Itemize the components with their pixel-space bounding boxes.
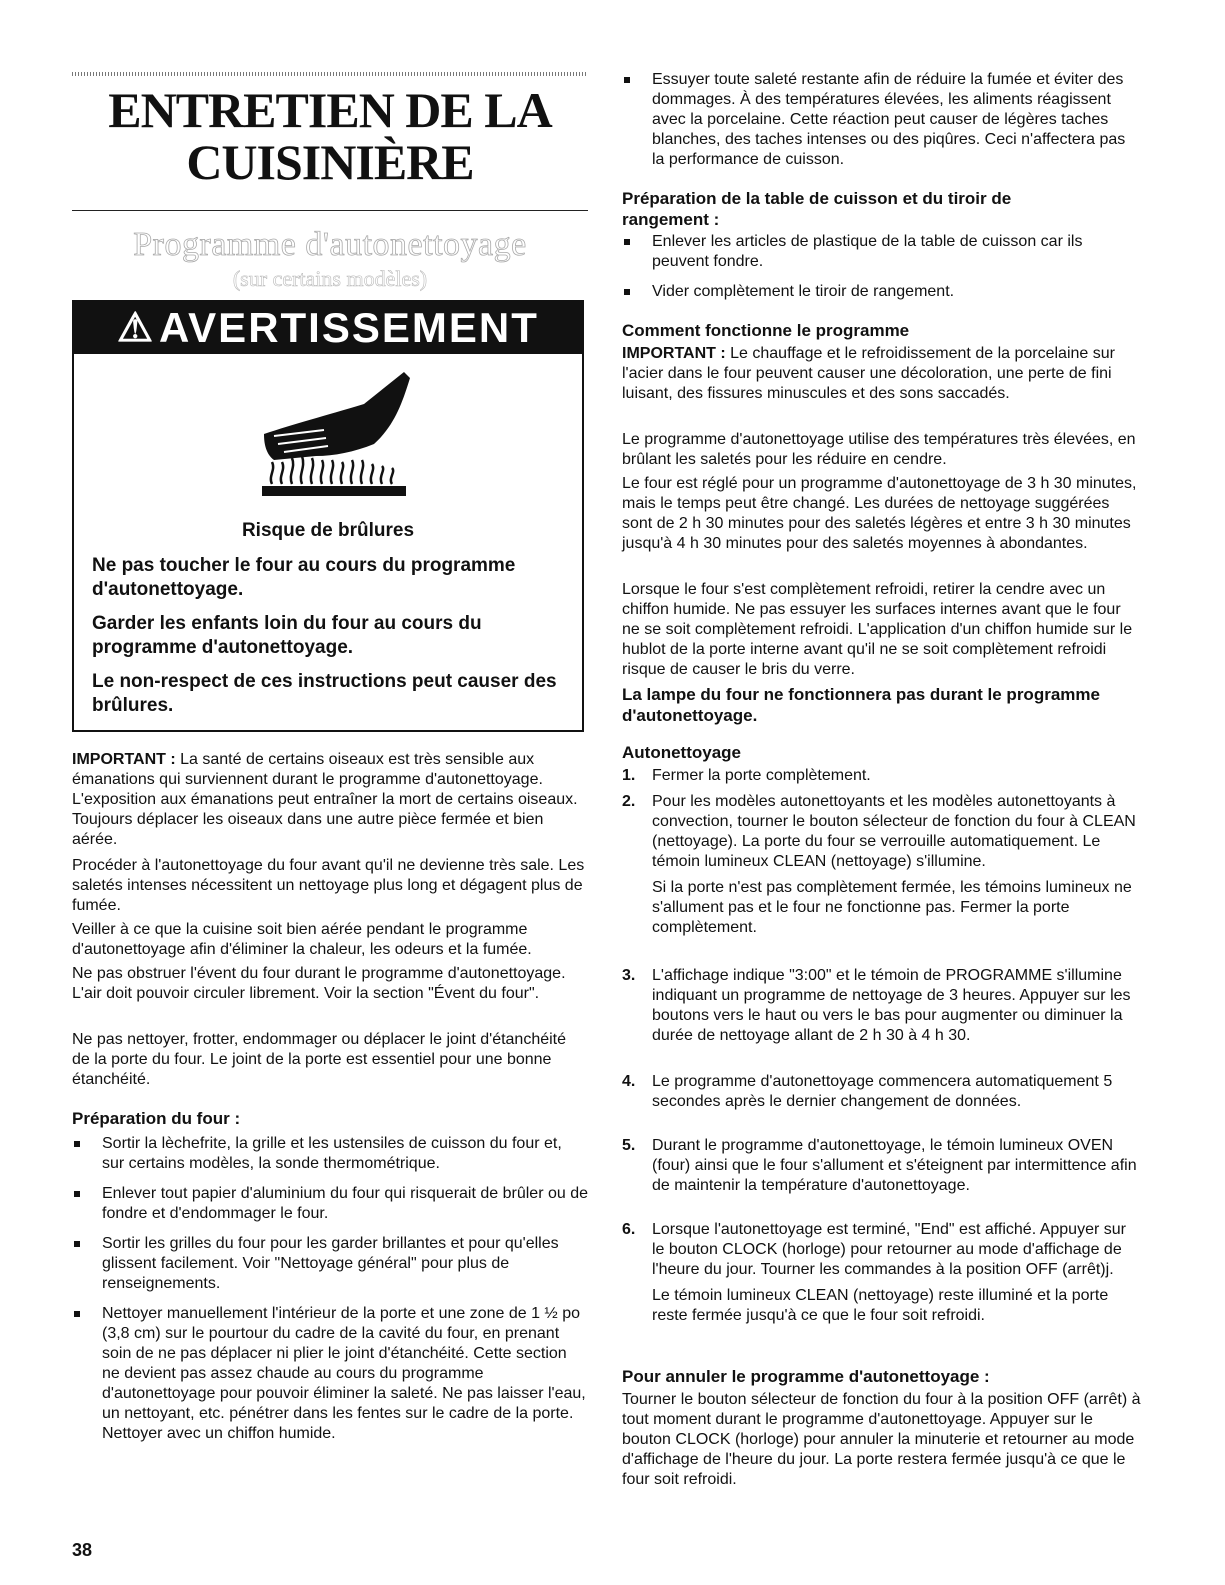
step-text: Le programme d'autonettoyage commencera automatiquement 5 secondes après le dernier changement de données.: [652, 1073, 1113, 1110]
step-number: 3.: [622, 967, 636, 984]
step-number: 4.: [622, 1073, 636, 1090]
list-item: Vider complètement le tiroir de rangement.: [622, 282, 1142, 302]
title-rule: [72, 210, 588, 211]
important-label: IMPORTANT :: [72, 751, 176, 768]
important-label: IMPORTANT :: [622, 345, 726, 362]
how-heading: Comment fonctionne le programme: [622, 321, 910, 340]
step-text: Durant le programme d'autonettoyage, le témoin lumineux OVEN (four) ainsi que le four s'allument et s'éteignent par intermittence afin de maintenir la température d'autonettoyage.: [652, 1137, 1137, 1194]
list-item: Sortir la lèchefrite, la grille et les ustensiles de cuisson du four et, sur certains modèles, la sonde thermométrique.: [72, 1134, 588, 1174]
list-item: Nettoyer manuellement l'intérieur de la porte et une zone de 1 ½ po (3,8 cm) sur le pourtour du cadre de la cavité du four, en prenant soin de ne pas déplacer ni plier le joint d'étanchéité. Cette section ne devient pas assez chaude au cours du programme d'autonettoyage pour pouvoir éliminer la saleté. Ne pas laisser l'eau, un nettoyant, etc. pénétrer dans les fentes sur le cadre de la porte. Nettoyer avec un chiffon humide.: [72, 1304, 588, 1444]
step-number: 1.: [622, 767, 636, 784]
step-text: Pour les modèles autonettoyants et les modèles autonettoyants à convection, tourner le bouton sélecteur de fonction du four à CLEAN (nettoyage). La porte du four se verrouille automatiquement. Le témoin lumineux CLEAN (nettoyage) s'illumine.: [652, 793, 1136, 870]
step-text: L'affichage indique "3:00" et le témoin de PROGRAMME s'illumine indiquant un programme de nettoyage de 3 heures. Appuyer sur les boutons vers le haut ou vers le bas pour augmenter ou diminuer la durée de nettoyage allant de 2 h 30 à 4 h 30.: [652, 967, 1131, 1044]
page-number: 38: [72, 1540, 93, 1560]
important-note: [72, 750, 588, 850]
step-extra: Si la porte n'est pas complètement fermée, les témoins lumineux ne s'allument pas et le four ne fonctionne pas. Fermer la porte complètement.: [652, 879, 1132, 936]
warning-triangle-icon: ⚠: [117, 306, 155, 350]
paragraph: Lorsque le four s'est complètement refroidi, retirer la cendre avec un chiffon humide. Ne pas essuyer les surfaces internes avant que le four ne se soit complètement refroidi. L'application d'un chiffon humide sur le hublot de la porte interne avant qu'il ne se soit complètement refroidi risque de causer le bris du verre.: [622, 581, 1133, 678]
step-item: [622, 1072, 1142, 1112]
paragraph: Veiller à ce que la cuisine soit bien aérée pendant le programme d'autonettoyage afin d'éliminer la chaleur, les odeurs et la fumée.: [72, 921, 532, 958]
paragraph: Ne pas nettoyer, frotter, endommager ou déplacer le joint d'étanchéité de la porte du four. Le joint de la porte est essentiel pour une bonne étanchéité.: [72, 1031, 567, 1088]
step-text: Lorsque l'autonettoyage est terminé, "End" est affiché. Appuyer sur le bouton CLOCK (horloge) pour retourner au mode d'affichage de l'heure du jour. Tourner les commandes à la position OFF (arrêt)j.: [652, 1221, 1126, 1278]
warning-header: [74, 302, 582, 354]
section-subtitle: (sur certains modèles): [232, 266, 428, 291]
paragraph: Tourner le bouton sélecteur de fonction du four à la position OFF (arrêt) à tout moment durant le programme d'autonettoyage. Appuyer sur le bouton CLOCK (horloge) pour annuler la minuterie et retourner au mode d'affichage de l'heure du jour. La porte restera fermée jusqu'à ce que le four soit refroidi.: [622, 1391, 1141, 1488]
step-text: Fermer la porte complètement.: [652, 767, 871, 784]
lamp-note: La lampe du four ne fonctionnera pas durant le programme d'autonettoyage.: [622, 685, 1100, 725]
warning-box: [72, 300, 584, 732]
paragraph: Ne pas obstruer l'évent du four durant le programme d'autonettoyage. L'air doit pouvoir circuler librement. Voir la section "Évent du four".: [72, 965, 566, 1002]
step-item: [622, 792, 1142, 938]
paragraph: Procéder à l'autonettoyage du four avant qu'il ne devienne très sale. Les saletés intenses nécessitent un nettoyage plus long et dégagent plus de fumée.: [72, 857, 585, 914]
title-line-1: ENTRETIEN DE LA: [108, 82, 552, 138]
step-item: [622, 1136, 1142, 1196]
paragraph: Le four est réglé pour un programme d'autonettoyage de 3 h 30 minutes, mais le temps peut être changé. Les durées de nettoyage suggérées sont de 2 h 30 minutes pour des saletés légères et entre 3 h 30 minutes jusqu'à 4 h 30 minutes pour des saletés moyennes à abondantes.: [622, 475, 1137, 552]
list-item: Essuyer toute saleté restante afin de réduire la fumée et éviter des dommages. À des températures élevées, les aliments réagissent avec la porcelaine. Cette réaction peut causer de légères taches blanches, des taches intenses ou des piqûres. Ceci n'affectera pas la performance de cuisson.: [622, 70, 1142, 170]
step-item: [622, 966, 1142, 1046]
cancel-heading: Pour annuler le programme d'autonettoyage :: [622, 1367, 990, 1386]
prep-oven-heading: Préparation du four :: [72, 1109, 241, 1128]
step-item: [622, 766, 1142, 786]
hand-over-heat-icon: [254, 364, 414, 496]
list-item: Sortir les grilles du four pour les garder brillantes et pour qu'elles glissent facilement. Voir "Nettoyage général" pour plus de renseignements.: [72, 1234, 588, 1294]
important-text: La santé de certains oiseaux est très sensible aux émanations qui surviennent durant le programme d'autonettoyage. L'exposition aux émanations peut entraîner la mort de certains oiseaux. Toujours déplacer les oiseaux dans une autre pièce fermée et bien aérée.: [72, 751, 578, 848]
warning-risk: Risque de brûlures: [241, 520, 415, 541]
list-item: Enlever tout papier d'aluminium du four qui risquerait de brûler ou de fondre et d'endommager le four.: [72, 1184, 588, 1224]
important-text: Le chauffage et le refroidissement de la porcelaine sur l'acier dans le four peuvent causer une décoloration, une perte de fini luisant, des fissures minuscules et des sons saccadés.: [622, 345, 1115, 402]
warning-heading: AVERTISSEMENT: [158, 304, 539, 351]
warning-line: Le non-respect de ces instructions peut causer des brûlures.: [92, 671, 557, 716]
warning-line: Garder les enfants loin du four au cours du programme d'autonettoyage.: [92, 613, 482, 658]
page-title: [72, 84, 588, 188]
step-item: [622, 1220, 1142, 1326]
title-line-2: CUISINIÈRE: [186, 134, 474, 190]
paragraph: Le programme d'autonettoyage utilise des températures très élevées, en brûlant les saletés pour les réduire en cendre.: [622, 431, 1136, 468]
autonettoyage-heading: Autonettoyage: [622, 743, 741, 762]
prep-cooktop-heading: Préparation de la table de cuisson et du tiroir de rangement :: [622, 189, 1012, 229]
list-item: Enlever les articles de plastique de la table de cuisson car ils peuvent fondre.: [622, 232, 1142, 272]
important-note: [622, 344, 1142, 404]
section-title: Programme d'autonettoyage: [133, 226, 527, 263]
warning-line: Ne pas toucher le four au cours du programme d'autonettoyage.: [92, 555, 516, 600]
dotted-rule: [72, 72, 588, 76]
step-number: 5.: [622, 1137, 636, 1154]
step-number: 6.: [622, 1221, 636, 1238]
step-extra: Le témoin lumineux CLEAN (nettoyage) reste illuminé et la porte reste fermée jusqu'à ce que le four soit refroidi.: [652, 1287, 1109, 1324]
step-number: 2.: [622, 793, 636, 810]
